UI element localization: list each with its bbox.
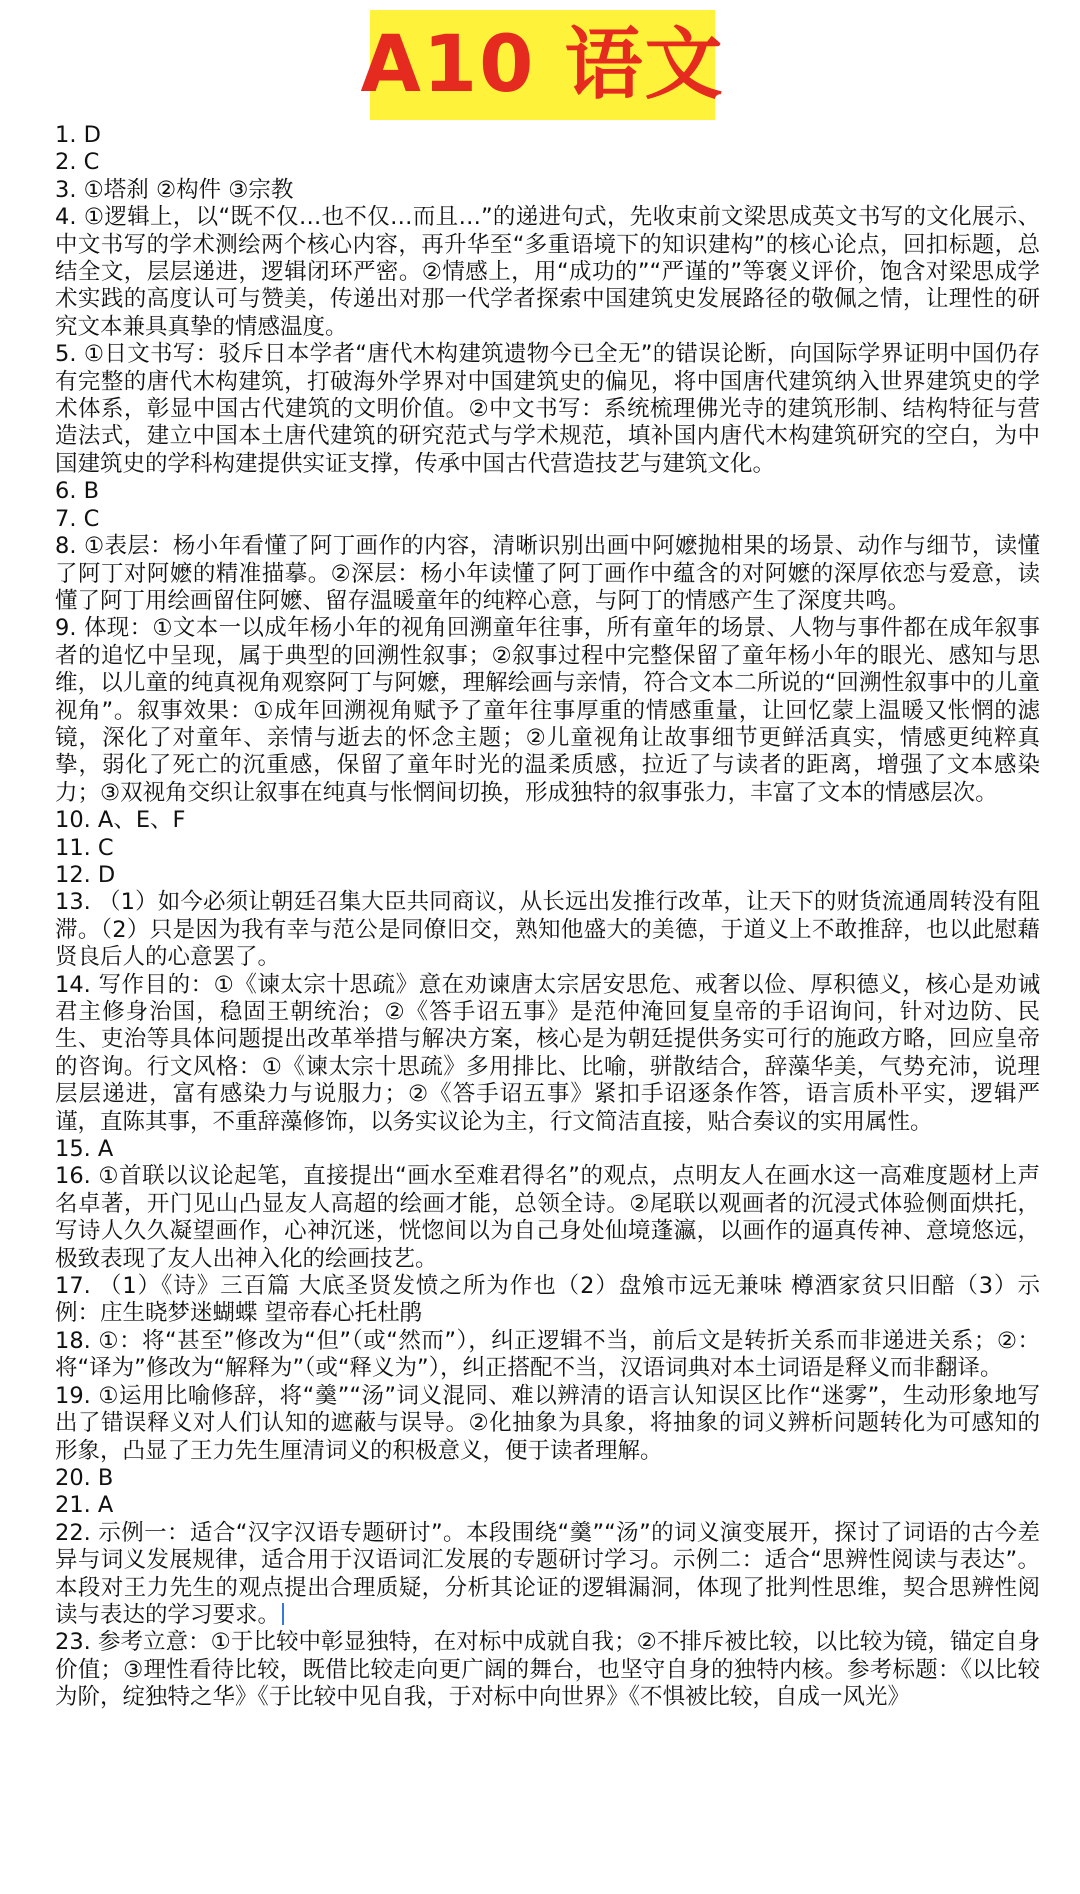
text-cursor — [282, 1603, 284, 1625]
answer-2: 2. C — [55, 149, 100, 176]
answer-16: 16. ①首联以议论起笔，直接提出“画水至难君得名”的观点，点明友人在画水这一高难度题材上声名卓著，开门见山凸显友人高超的绘画才能，总领全诗。②尾联以观画者的沉浸式体验侧面烘托，写诗人久久凝望画作，心神沉迷，恍惚间以为自己身处仙境蓬瀛，以画作的逼真传神、意境悠远，极致表现了友人出神入化的绘画技艺。 — [55, 1163, 1040, 1272]
answer-10: 10. A、E、F — [55, 807, 186, 834]
answer-22 — [55, 1520, 1040, 1630]
answer-19: 19. ①运用比喻修辞，将“羹”“汤”词义混同、难以辨清的语言认知误区比作“迷雾”，生动形象地写出了错误释义对人们认知的遮蔽与误导。②化抽象为具象，将抽象的词义辨析问题转化为可感知的形象，凸显了王力先生厘清词义的积极意义，便于读者理解。 — [55, 1382, 1040, 1464]
answer-9: 9. 体现：①文本一以成年杨小年的视角回溯童年往事，所有童年的场景、人物与事件都在成年叙事者的追忆中呈现，属于典型的回溯性叙事；②叙事过程中完整保留了童年杨小年的眼光、感知与思维，以儿童的纯真视角观察阿丁与阿嬷，理解绘画与亲情，符合文本二所说的“回溯性叙事中的儿童视角”。叙事效果：①成年回溯视角赋予了童年往事厚重的情感重量，让回忆蒙上温暖又怅惘的滤镜，深化了对童年、亲情与逝去的怀念主题；②儿童视角让故事细节更鲜活真实，情感更纯粹真挚，弱化了死亡的沉重感，保留了童年时光的温柔质感，拉近了与读者的距离，增强了文本感染力；③双视角交织让叙事在纯真与怅惘间切换，形成独特的叙事张力，丰富了文本的情感层次。 — [55, 615, 1040, 806]
answer-1: 1. D — [55, 122, 101, 148]
answer-11: 11. C — [55, 834, 114, 861]
answer-list — [55, 122, 1040, 1712]
answer-23: 23. 参考立意：①于比较中彰显独特，在对标中成就自我；②不排斥被比较，以比较为镜，锚定自身价值；③理性看待比较，既借比较走向更广阔的舞台，也坚守自身的独特内核。参考标题：《以比较为阶，绽独特之华》《于比较中见自我，于对标中向世界》《不惧被比较，自成一风光》 — [55, 1629, 1040, 1711]
answer-22-text: 22. 示例一：适合“汉字汉语专题研讨”。本段围绕“羹”“汤”的词义演变展开，探讨了词语的古今差异与词义发展规律，适合用于汉语词汇发展的专题研讨学习。示例二：适合“思辨性阅读与表达”。本段对王力先生的观点提出合理质疑，分析其论证的逻辑漏洞，体现了批判性思维，契合思辨性阅读与表达的学习要求。 — [55, 1519, 1040, 1628]
answer-20: 20. B — [55, 1464, 114, 1491]
answer-14: 14. 写作目的：①《谏太宗十思疏》意在劝谏唐太宗居安思危、戒奢以俭、厚积德义，核心是劝诫君主修身治国，稳固王朝统治；②《答手诏五事》是范仲淹回复皇帝的手诏询问，针对边防、民生、吏治等具体问题提出改革举措与解决方案，核心是为朝廷提供务实可行的施政方略，回应皇帝的咨询。行文风格：①《谏太宗十思疏》多用排比、比喻，骈散结合，辞藻华美，气势充沛，说理层层递进，富有感染力与说服力；②《答手诏五事》紧扣手诏逐条作答，语言质朴平实，逻辑严谨，直陈其事，不重辞藻修饰，以务实议论为主，行文简洁直接，贴合奏议的实用属性。 — [55, 971, 1040, 1135]
answer-21: 21. A — [55, 1492, 114, 1519]
page-title: A10 语文 — [360, 20, 725, 110]
title-highlight — [360, 10, 725, 120]
answer-4: 4. ①逻辑上，以“既不仅…也不仅…而且…”的递进句式，先收束前文梁思成英文书写的文化展示、中文书写的学术测绘两个核心内容，再升华至“多重语境下的知识建构”的核心论点，回扣标题，总结全文，层层递进，逻辑闭环严密。②情感上，用“成功的”“严谨的”等褒义评价，饱含对梁思成学术实践的高度认可与赞美，传递出对那一代学者探索中国建筑史发展路径的敬佩之情，让理性的研究文本兼具真挚的情感温度。 — [55, 204, 1040, 340]
answer-15: 15. A — [55, 1136, 114, 1163]
answer-18: 18. ①：将“甚至”修改为“但”（或“然而”），纠正逻辑不当，前后文是转折关系而非递进关系；②：将“译为”修改为“解释为”（或“释义为”），纠正搭配不当，汉语词典对本土词语是释义而非翻译。 — [55, 1327, 1040, 1382]
title-banner — [0, 0, 1080, 122]
answer-7: 7. C — [55, 505, 100, 532]
answer-6: 6. B — [55, 478, 100, 505]
answer-8: 8. ①表层：杨小年看懂了阿丁画作的内容，清晰识别出画中阿嬷抛柑果的场景、动作与细节，读懂了阿丁对阿嬷的精准描摹。②深层：杨小年读懂了阿丁画作中蕴含的对阿嬷的深厚依恋与爱意，读懂了阿丁用绘画留住阿嬷、留存温暖童年的纯粹心意，与阿丁的情感产生了深度共鸣。 — [55, 533, 1040, 614]
answer-13: 13. （1）如今必须让朝廷召集大臣共同商议，从长远出发推行改革，让天下的财货流通周转没有阻滞。（2）只是因为我有幸与范公是同僚旧交，熟知他盛大的美德，于道义上不敢推辞，也以此慰藉贤良后人的心意罢了。 — [55, 889, 1040, 971]
answer-5: 5. ①日文书写：驳斥日本学者“唐代木构建筑遗物今已全无”的错误论断，向国际学界证明中国仍存有完整的唐代木构建筑，打破海外学界对中国建筑史的偏见，将中国唐代建筑纳入世界建筑史的学术体系，彰显中国古代建筑的文明价值。②中文书写：系统梳理佛光寺的建筑形制、结构特征与营造法式，建立中国本土唐代建筑的研究范式与学术规范，填补国内唐代木构建筑研究的空白，为中国建筑史的学科构建提供实证支撑，传承中国古代营造技艺与建筑文化。 — [55, 341, 1040, 477]
answer-17: 17. （1）《诗》三百篇 大底圣贤发愤之所为作也（2）盘飧市远无兼味 樽酒家贫只旧醅（3）示例：庄生晓梦迷蝴蝶 望帝春心托杜鹃 — [55, 1273, 1040, 1327]
answer-3: 3. ①塔刹 ②构件 ③宗教 — [55, 176, 294, 203]
answer-12: 12. D — [55, 861, 116, 888]
